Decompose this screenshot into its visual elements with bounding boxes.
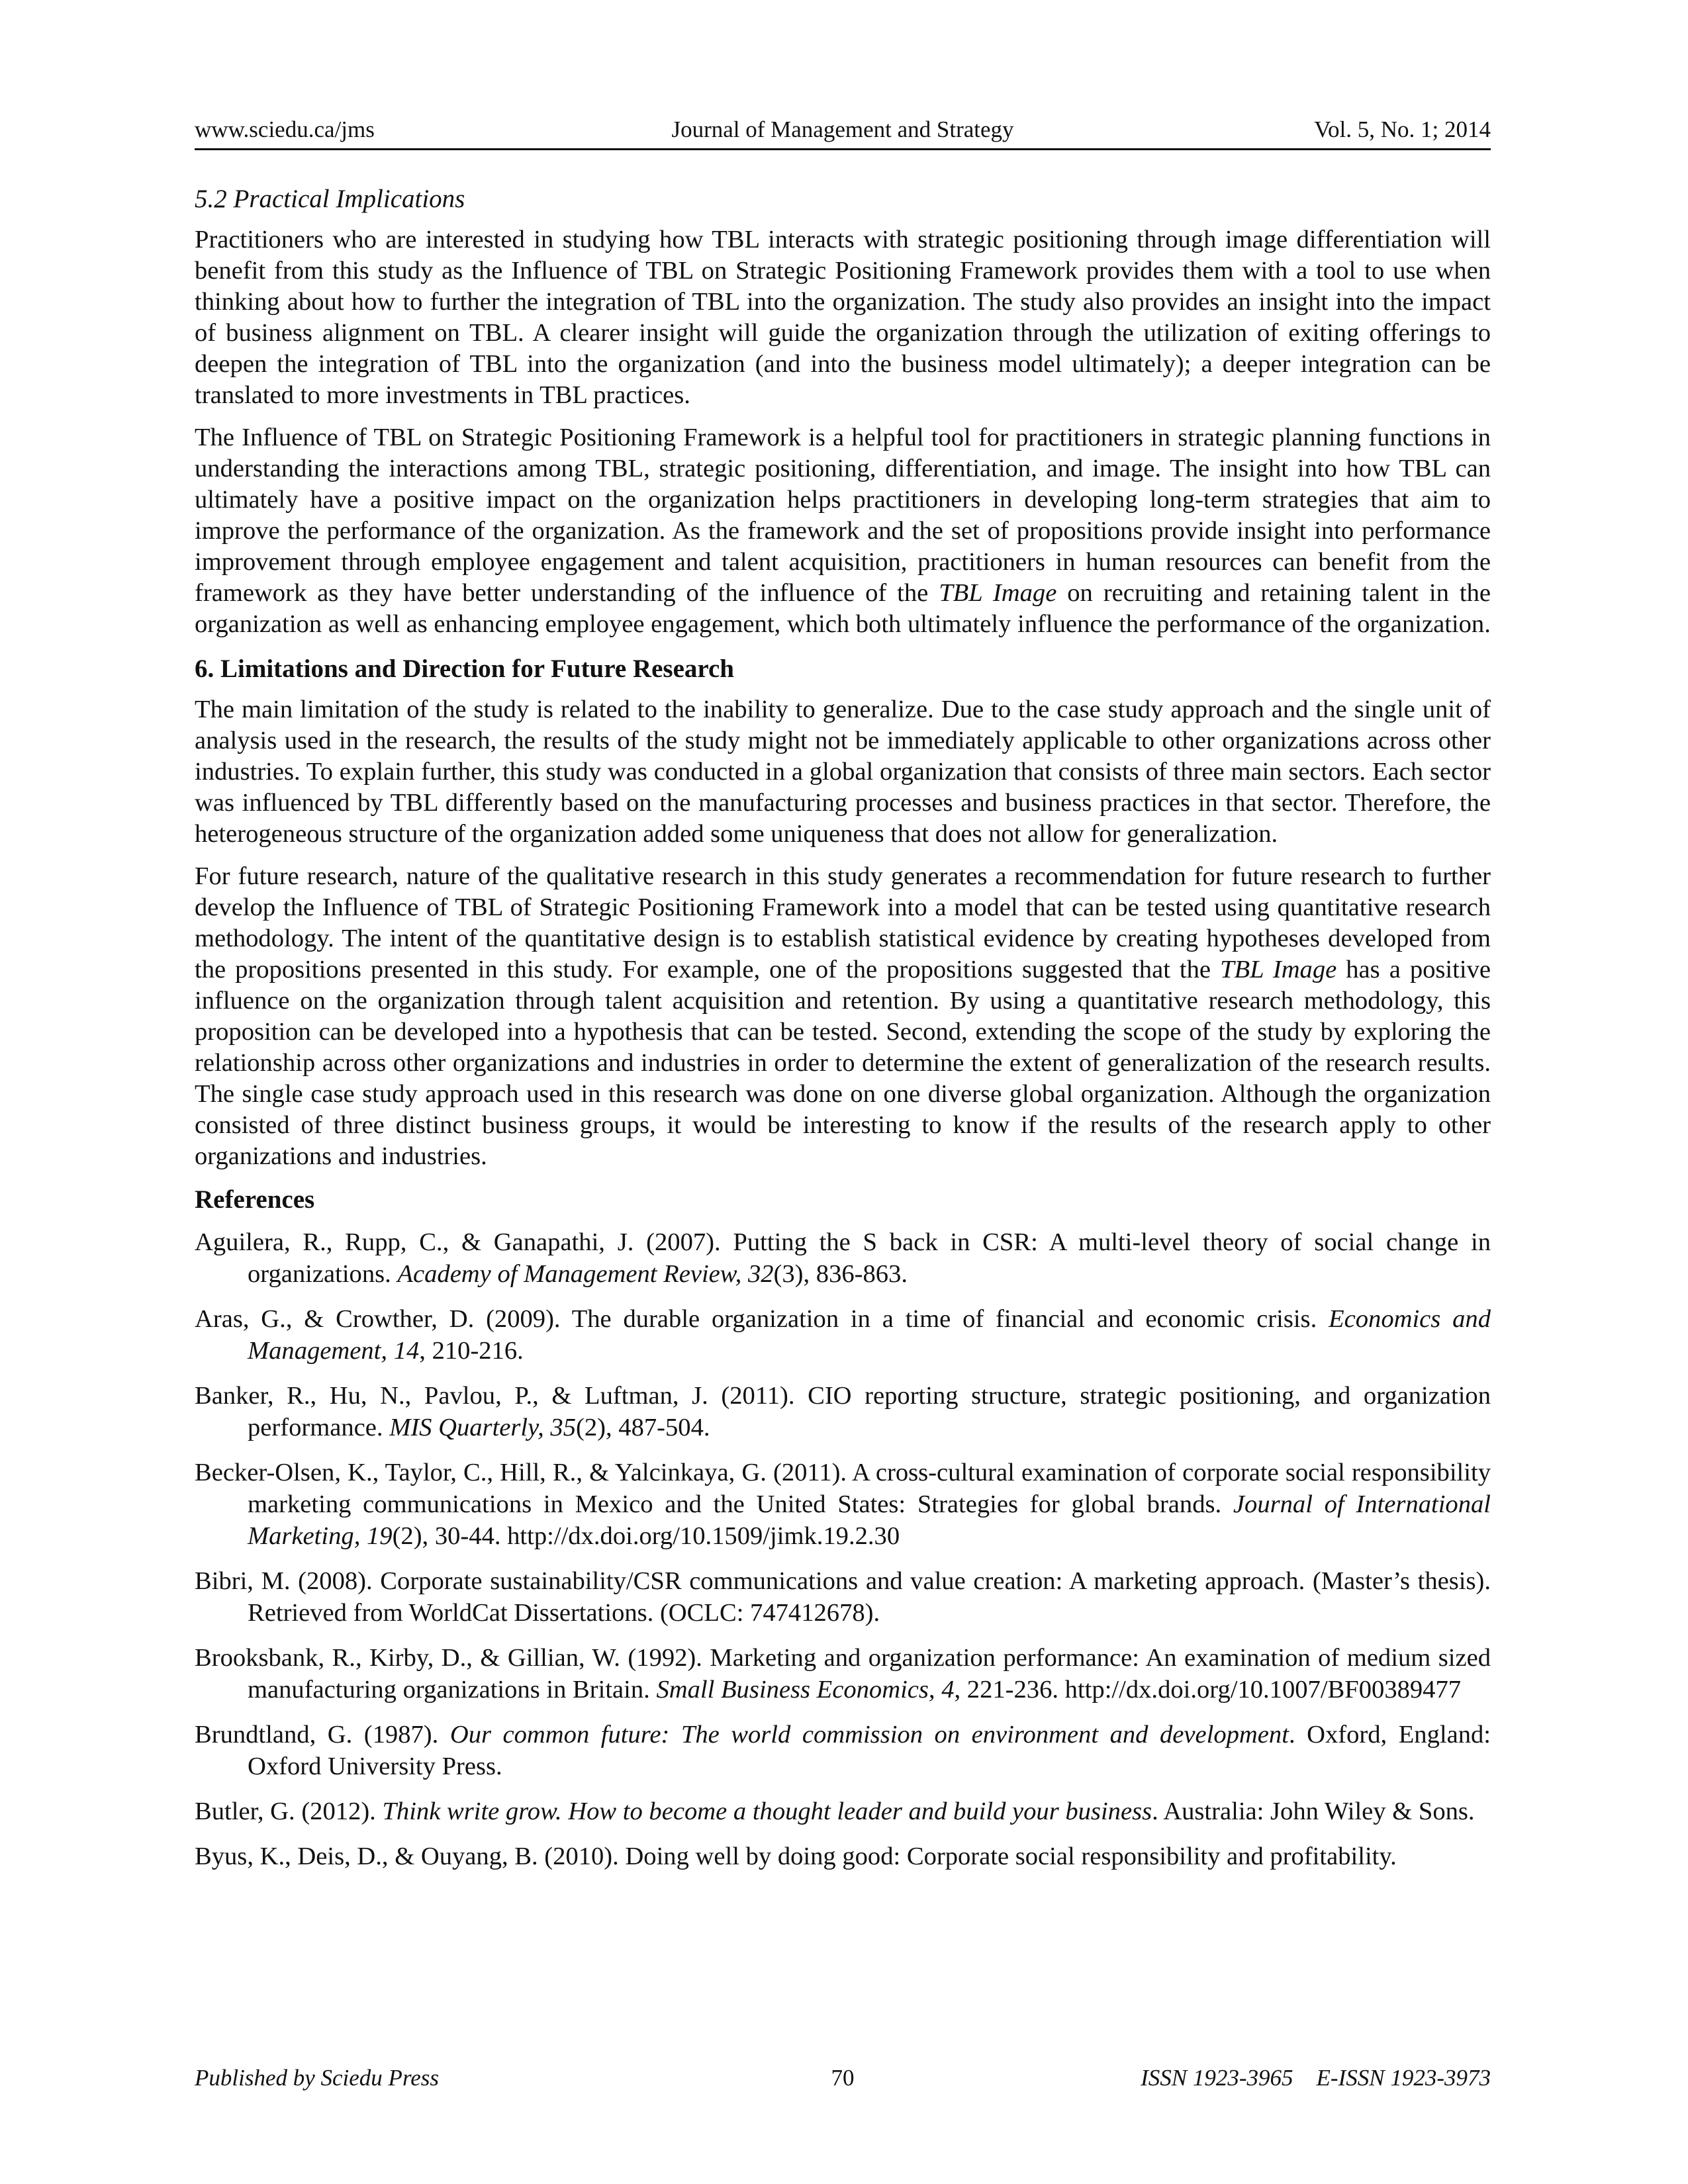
reference-item: Aras, G., & Crowther, D. (2009). The durable organization in a time of financial and economic crisis. Economics and Management, 14, 210-216. — [195, 1305, 1491, 1365]
header-volume: Vol. 5, No. 1; 2014 — [1314, 116, 1491, 142]
reference-list — [195, 1226, 1491, 1872]
page-content — [195, 116, 1491, 1886]
reference-item: Byus, K., Deis, D., & Ouyang, B. (2010). Doing well by doing good: Corporate social responsibility and profitability. — [195, 1843, 1397, 1870]
section-6-paragraph-2: For future research, nature of the qualitative research in this study generates a recommendation for future research to further develop the Influence of TBL of Strategic Positioning Framework into a model that can be tested using quantitative research methodology. The intent of the quantitative design is to establish statistical evidence by creating hypotheses developed from the propositions presented in this study. For example, one of the propositions suggested that the TBL Image has a positive influence on the organization through talent acquisition and retention. By using a quantitative research methodology, this proposition can be developed into a hypothesis that can be tested. Second, extending the scope of the study by exploring the relationship across other organizations and industries in order to determine the extent of generalization of the research results. The single case study approach used in this research was done on one diverse global organization. Although the organization consisted of three distinct business groups, it would be interesting to know if the results of the research apply to other organizations and industries. — [195, 862, 1491, 1170]
section-5-2-title: 5.2 Practical Implications — [195, 185, 465, 213]
section-6-paragraph-1: The main limitation of the study is related to the inability to generalize. Due to the case study approach and the single unit of analysis used in the research, the results of the study might not be immediately applicable to other organizations across other industries. To explain further, this study was conducted in a global organization that consists of three main sectors. Each sector was influenced by TBL differently based on the manufacturing processes and business practices in that sector. Therefore, the heterogeneous structure of the organization added some uniqueness that does not allow for generalization. — [195, 696, 1491, 848]
running-footer — [195, 2065, 1491, 2091]
section-5-2-paragraph-2: The Influence of TBL on Strategic Positioning Framework is a helpful tool for practitioners in strategic planning functions in understanding the interactions among TBL, strategic positioning, differentiation, and image. The insight into how TBL can ultimately have a positive impact on the organization helps practitioners in developing long-term strategies that aim to improve the performance of the organization. As the framework and the set of propositions provide insight into performance improvement through employee engagement and talent acquisition, practitioners in human resources can benefit from the framework as they have better understanding of the influence of the TBL Image on recruiting and retaining talent in the organization as well as enhancing employee engagement, which both ultimately influence the performance of the organization. — [195, 424, 1491, 638]
reference-item: Banker, R., Hu, N., Pavlou, P., & Luftman, J. (2011). CIO reporting structure, strategic positioning, and organization performance. MIS Quarterly, 35(2), 487-504. — [195, 1382, 1491, 1441]
page-number: 70 — [831, 2065, 855, 2091]
footer-publisher: Published by Sciedu Press — [195, 2065, 440, 2091]
reference-item: Becker-Olsen, K., Taylor, C., Hill, R., & Yalcinkaya, G. (2011). A cross-cultural examination of corporate social responsibility marketing communications in Mexico and the United States: Strategies for global brands. Journal of International Marketing, 19(2), 30-44. http://dx.doi.org/10.1509/jimk.19.2.30 — [195, 1459, 1491, 1550]
running-header — [195, 116, 1491, 150]
section-6-title: 6. Limitations and Direction for Future Research — [195, 655, 734, 683]
section-5-2-paragraph-1: Practitioners who are interested in studying how TBL interacts with strategic positioning through image differentiation will benefit from this study as the Influence of TBL on Strategic Positioning Framework provides them with a tool to use when thinking about how to further the integration of TBL into the organization. The study also provides an insight into the impact of business alignment on TBL. A clearer insight will guide the organization through the utilization of exiting offerings to deepen the integration of TBL into the organization (and into the business model ultimately); a deeper integration can be translated to more investments in TBL practices. — [195, 226, 1491, 409]
reference-item: Bibri, M. (2008). Corporate sustainability/CSR communications and value creation: A marketing approach. (Master’s thesis). Retrieved from WorldCat Dissertations. (OCLC: 747412678). — [195, 1567, 1491, 1627]
reference-item: Brooksbank, R., Kirby, D., & Gillian, W. (1992). Marketing and organization performance: An examination of medium sized manufacturing organizations in Britain. Small Business Economics, 4, 221-236. http://dx.doi.org/10.1007/BF00389477 — [195, 1644, 1491, 1704]
references-title: References — [195, 1185, 315, 1214]
reference-item: Aguilera, R., Rupp, C., & Ganapathi, J. (2007). Putting the S back in CSR: A multi-level theory of social change in organizations. Academy of Management Review, 32(3), 836-863. — [195, 1228, 1491, 1288]
footer-issn: ISSN 1923-3965 E-ISSN 1923-3973 — [1141, 2065, 1491, 2091]
reference-item: Butler, G. (2012). Think write grow. How to become a thought leader and build your business. Australia: John Wiley & Sons. — [195, 1797, 1475, 1825]
header-journal-url[interactable]: www.sciedu.ca/jms — [195, 116, 375, 142]
header-journal-title: Journal of Management and Strategy — [671, 116, 1014, 142]
reference-item: Brundtland, G. (1987). Our common future: The world commission on environment and development. Oxford, England: Oxford University Press. — [195, 1721, 1491, 1780]
